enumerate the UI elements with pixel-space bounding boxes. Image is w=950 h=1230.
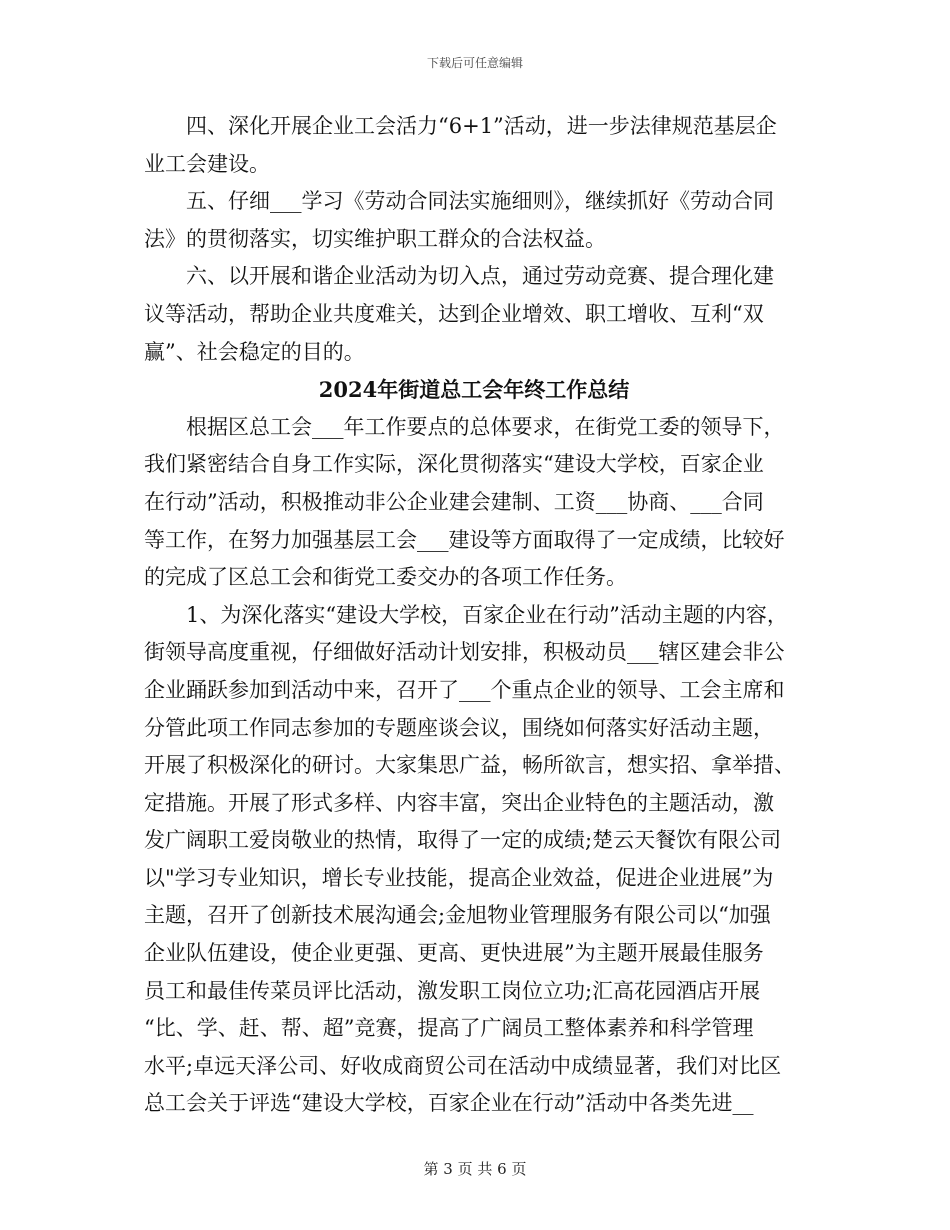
text-line: 发广阔职工爱岗敬业的热情，取得了一定的成绩;楚云天餐饮有限公司	[144, 828, 782, 853]
document-title: 2024年街道总工会年终工作总结	[318, 377, 630, 403]
text-line: 在行动”活动，积极推动非公企业建会建制、工资___协商、___合同	[144, 489, 764, 514]
text-line: 议等活动，帮助企业共度难关，达到企业增效、职工增收、互利“双	[144, 301, 764, 326]
text-line: 等工作，在努力加强基层工会___建设等方面取得了一定成绩，比较好	[144, 527, 785, 552]
text-line: 员工和最佳传菜员评比活动，激发职工岗位立功;汇高花园酒店开展	[144, 978, 761, 1003]
text-line: 根据区总工会___年工作要点的总体要求，在街党工委的领导下，	[144, 414, 785, 439]
text-line: 1、为深化落实“建设大学校，百家企业在行动”活动主题的内容，	[144, 602, 788, 627]
text-line: 水平;卓远天泽公司、好收成商贸公司在活动中成绩显著，我们对比区	[144, 1053, 782, 1078]
text-line: 街领导高度重视，仔细做好活动计划安排，积极动员___辖区建会非公	[144, 640, 785, 665]
text-line: 主题，召开了创新技术展沟通会;金旭物业管理服务有限公司以“加强	[144, 903, 771, 928]
paragraph	[144, 409, 804, 597]
text-line: 以"学习专业知识，增长专业技能，提高企业效益，促进企业进展”为	[144, 865, 774, 890]
text-line: “比、学、赶、帮、超”竞赛，提高了广阔员工整体素养和科学管理	[144, 1016, 754, 1041]
text-line: 四、深化开展企业工会活力“6+1”活动，进一步法律规范基层企	[144, 114, 777, 138]
text-line: 我们紧密结合自身工作实际，深化贯彻落实“建设大学校，百家企业	[144, 452, 764, 477]
text-line: 业工会建设。	[144, 151, 270, 176]
text-line: 六、以开展和谐企业活动为切入点，通过劳动竞赛、提合理化建	[144, 264, 774, 289]
paragraph	[144, 108, 804, 183]
text-line: 分管此项工作同志参加的专题座谈会议，围绕如何落实好活动主题，	[144, 715, 774, 740]
text-line: 总工会关于评选“建设大学校，百家企业在行动”活动中各类先进__	[144, 1091, 754, 1116]
page-number: 第 3 页 共 6 页	[423, 1160, 527, 1178]
paragraph	[144, 597, 804, 1123]
text-line: 企业队伍建设，使企业更强、更高、更快进展”为主题开展最佳服务	[144, 941, 764, 966]
text-line: 的完成了区总工会和街党工委交办的各项工作任务。	[144, 565, 627, 590]
text-line: 定措施。开展了形式多样、内容丰富，突出企业特色的主题活动，激	[144, 790, 774, 815]
text-line: 法》的贯彻落实，切实维护职工群众的合法权益。	[144, 226, 606, 251]
text-line: 企业踊跃参加到活动中来，召开了___个重点企业的领导、工会主席和	[144, 677, 785, 702]
text-line: 赢”、社会稳定的目的。	[144, 339, 365, 364]
document-body	[144, 108, 804, 1123]
text-line: 五、仔细___学习《劳动合同法实施细则》，继续抓好《劳动合同	[144, 189, 774, 214]
paragraph	[144, 183, 804, 258]
text-line: 开展了积极深化的研讨。大家集思广益，畅所欲言，想实招、拿举措、	[144, 753, 795, 778]
header-note: 下载后可任意编辑	[426, 56, 523, 70]
paragraph	[144, 258, 804, 371]
